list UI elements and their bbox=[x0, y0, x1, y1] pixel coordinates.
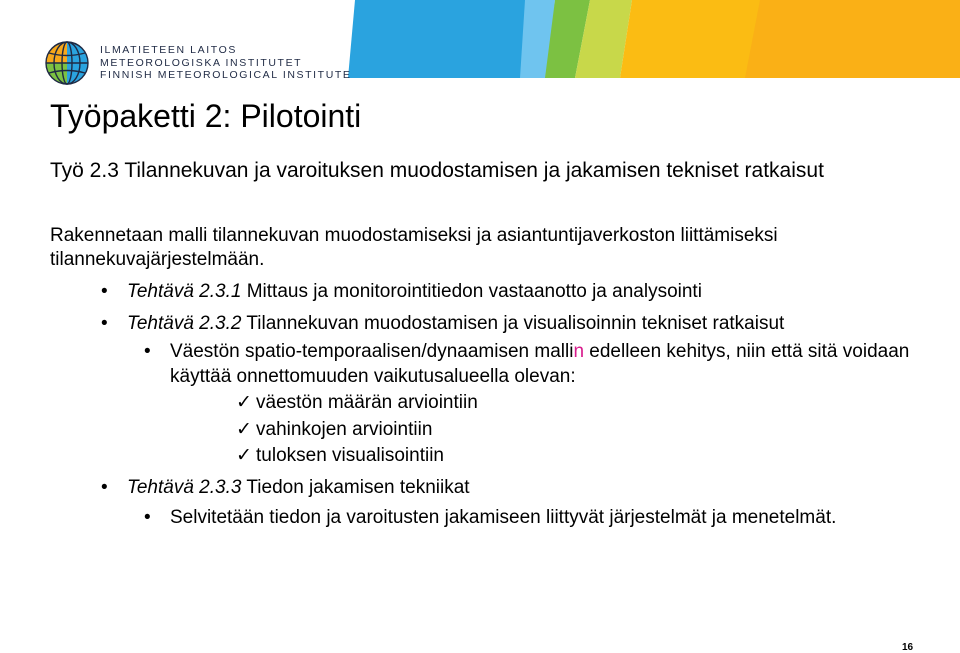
banner-band-1 bbox=[348, 0, 525, 78]
task-item-1 bbox=[101, 280, 702, 304]
task-item-3 bbox=[101, 476, 470, 500]
logo-text bbox=[100, 44, 352, 82]
checkmark-icon: ✓ bbox=[236, 392, 252, 413]
check-item-1 bbox=[236, 391, 478, 415]
task-text: Mittaus ja monitorointitiedon vastaanotto ja analysointi bbox=[241, 281, 702, 302]
sub-bullet-population-model bbox=[144, 340, 940, 389]
check-item-2 bbox=[236, 418, 432, 442]
task-label: Tehtävä 2.3.3 bbox=[127, 477, 242, 498]
sub-bullet-information-sharing bbox=[144, 506, 870, 531]
check-text: vahinkojen arviointiin bbox=[256, 419, 433, 440]
fmi-logo bbox=[44, 40, 352, 86]
bullet-icon: • bbox=[101, 477, 108, 498]
logo-line-1: ILMATIETEEN LAITOS bbox=[100, 44, 237, 56]
bullet-icon: • bbox=[101, 281, 108, 302]
sub-text-before: Väestön spatio-temporaalisen/dynaamisen malli bbox=[170, 341, 574, 362]
checkmark-icon: ✓ bbox=[236, 419, 252, 440]
checkmark-icon: ✓ bbox=[236, 445, 252, 466]
sub-text-accent: n bbox=[573, 341, 585, 362]
task-text: Tiedon jakamisen tekniikat bbox=[241, 477, 470, 498]
slide-title: Työpaketti 2: Pilotointi bbox=[50, 98, 362, 134]
logo-line-3: FINNISH METEOROLOGICAL INSTITUTE bbox=[100, 69, 352, 81]
check-item-3 bbox=[236, 444, 444, 468]
task-text: Tilannekuvan muodostamisen ja visualisoinnin tekniset ratkaisut bbox=[241, 313, 785, 334]
task-item-2 bbox=[101, 312, 785, 336]
logo-line-2: METEOROLOGISKA INSTITUTET bbox=[100, 56, 303, 69]
task-label: Tehtävä 2.3.1 bbox=[127, 281, 242, 302]
bullet-icon: • bbox=[101, 313, 108, 334]
sub-text: Selvitetään tiedon ja varoitusten jakamiseen liittyvät järjestelmät ja menetelmät. bbox=[170, 507, 837, 528]
bullet-icon: • bbox=[144, 507, 151, 528]
intro-paragraph: Rakennetaan malli tilannekuvan muodostamiseksi ja asiantuntijaverkoston liittämiseksi tilannekuvajärjestelmään. bbox=[50, 225, 778, 270]
bullet-icon: • bbox=[144, 341, 151, 362]
page-number: 16 bbox=[902, 642, 914, 653]
banner-band-6 bbox=[745, 0, 960, 78]
check-text: tuloksen visualisointiin bbox=[256, 445, 444, 466]
sub-text-after: edelleen kehitys, niin että sitä voidaan käyttää onnettomuuden vaikutusalueella olevan: bbox=[170, 341, 910, 387]
task-label: Tehtävä 2.3.2 bbox=[127, 313, 242, 334]
check-text: väestön määrän arviointiin bbox=[256, 392, 478, 413]
slide-subtitle: Työ 2.3 Tilannekuvan ja varoituksen muodostamisen ja jakamisen tekniset ratkaisut bbox=[50, 159, 824, 182]
fmi-globe-icon bbox=[44, 40, 90, 86]
